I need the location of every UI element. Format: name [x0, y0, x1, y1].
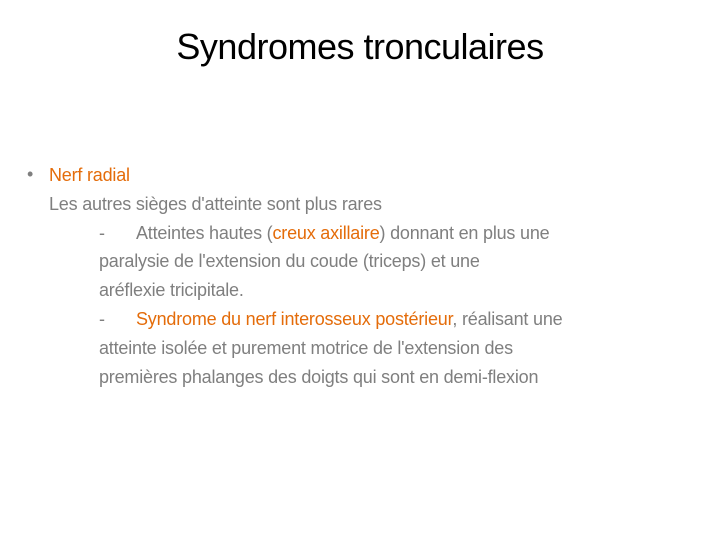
- item-continuation: premières phalanges des doigts qui sont en demi-flexion: [99, 367, 539, 387]
- intro-text: Les autres sièges d'atteinte sont plus rares: [49, 194, 382, 214]
- item-continuation: atteinte isolée et purement motrice de l'extension des: [99, 338, 513, 358]
- dash-marker: -: [99, 309, 105, 329]
- item-text: , réalisant une: [452, 309, 563, 329]
- item-continuation: paralysie de l'extension du coude (triceps) et une: [99, 251, 480, 271]
- bullet-heading: Nerf radial: [49, 165, 130, 185]
- item-continuation: aréflexie tricipitale.: [99, 280, 244, 300]
- dash-marker: -: [99, 223, 105, 243]
- list-item: [99, 308, 562, 330]
- item-text: Atteintes hautes (: [136, 223, 273, 243]
- highlight-text: creux axillaire: [272, 223, 380, 243]
- bullet-icon: •: [27, 164, 34, 184]
- highlight-text: Syndrome du nerf interosseux postérieur: [136, 309, 453, 329]
- item-text: ) donnant en plus une: [379, 223, 550, 243]
- list-item: [99, 222, 549, 244]
- slide-title: Syndromes tronculaires: [176, 26, 544, 67]
